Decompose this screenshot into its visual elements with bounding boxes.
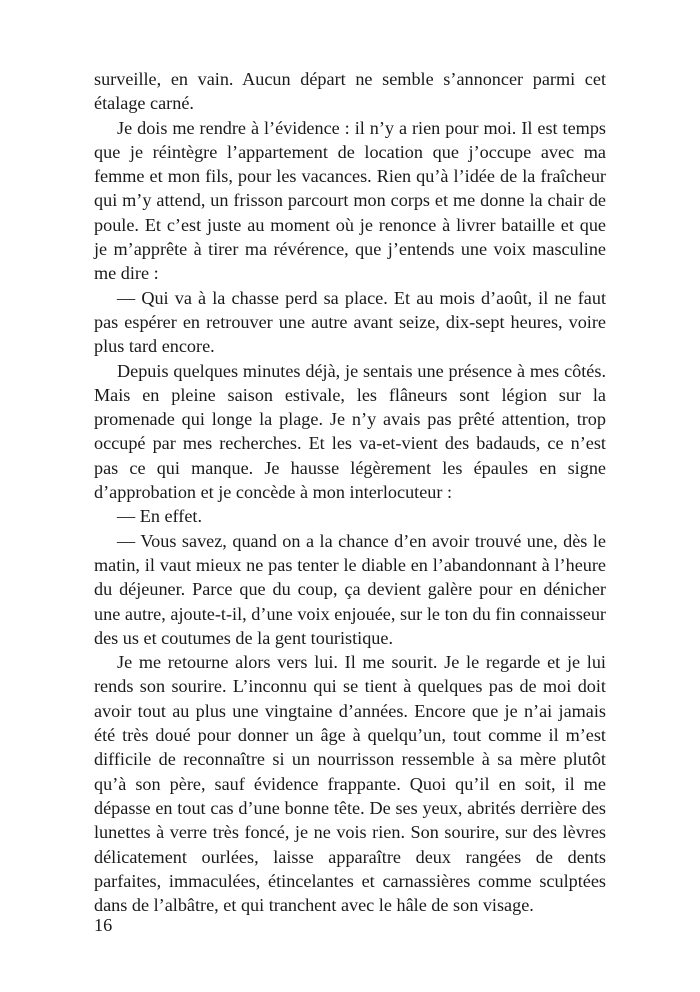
page-body — [94, 67, 606, 917]
paragraph: Je dois me rendre à l’évidence : il n’y a rien pour moi. Il est temps que je réintègre l’appartement de location que j’occupe avec ma femme et mon fils, pour les vacances. Rien qu’à l’idée de la fraîcheur qui m’y attend, un frisson parcourt mon corps et me donne la chair de poule. Et c’est juste au moment où je renonce à livrer bataille et que je m’apprête à tirer ma révérence, que j’entends une voix masculine me dire : — [94, 117, 606, 284]
dialogue-line: — Qui va à la chasse perd sa place. Et au mois d’août, il ne faut pas espérer en retrouver une autre avant seize, dix-sept heures, voire plus tard encore. — [94, 287, 606, 357]
dialogue-line: — Vous savez, quand on a la chance d’en avoir trouvé une, dès le matin, il vaut mieux ne pas tenter le diable en l’abandonnant à l’heure du déjeuner. Parce que du coup, ça devient galère pour en dénicher une autre, ajoute-t-il, d’une voix enjouée, sur le ton du fin connaisseur des us et coutumes de la gent touristique. — [94, 530, 606, 648]
dialogue-line: — En effet. — [117, 506, 203, 527]
page-number: 16 — [94, 915, 113, 935]
paragraph: Depuis quelques minutes déjà, je sentais une présence à mes côtés. Mais en pleine saison estivale, les flâneurs sont légion sur la promenade qui longe la plage. Je n’y avais pas prêté attention, trop occupé par mes recherches. Et les va-et-vient des badauds, ce n’est pas ce qui manque. Je hausse légèrement les épaules en signe d’approbation et je concède à mon interlocuteur : — [94, 360, 606, 503]
paragraph: Je me retourne alors vers lui. Il me sourit. Je le regarde et je lui rends son sourire. L’inconnu qui se tient à quelques pas de moi doit avoir tout au plus une vingtaine d’années. Encore que je n’ai jamais été très doué pour donner un âge à quelqu’un, tout comme il m’est difficile de reconnaître si un nourrisson ressemble à sa mère plutôt qu’à son père, sauf évidence frappante. Quoi qu’il en soit, il me dépasse en tout cas d’une bonne tête. De ses yeux, abrités derrière des lunettes à verre très foncé, je ne vois rien. Son sourire, sur des lèvres délicatement ourlées, laisse apparaître deux rangées de dents parfaites, immaculées, étincelantes et carnassières comme sculptées dans de l’albâtre, et qui tranchent avec le hâle de son visage. — [94, 652, 606, 916]
paragraph-continuation: surveille, en vain. Aucun départ ne semble s’annoncer parmi cet étalage carné. — [94, 69, 606, 114]
